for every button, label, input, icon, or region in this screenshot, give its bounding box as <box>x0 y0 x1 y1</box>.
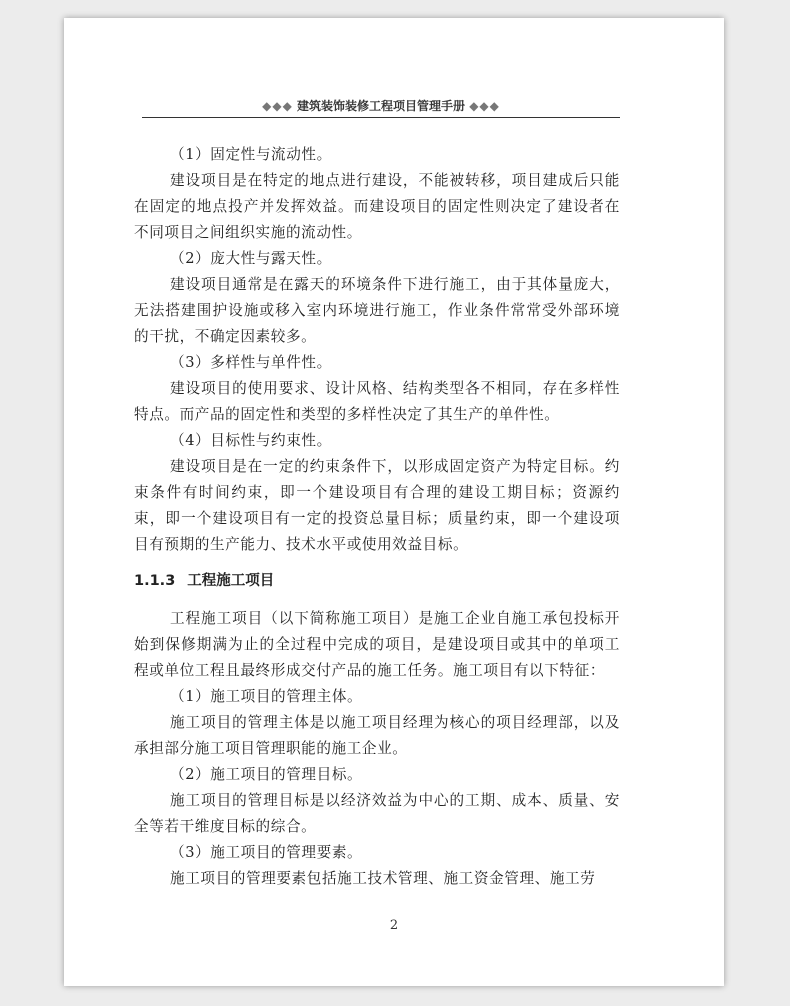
body-paragraph: 建设项目是在特定的地点进行建设，不能被转移，项目建成后只能在固定的地点投产并发挥效益。而建设项目的固定性则决定了建设者在不同项目之间组织实施的流动性。 <box>134 172 620 241</box>
list-heading: （2）庞大性与露天性。 <box>170 250 332 267</box>
body-paragraph: 工程施工项目（以下简称施工项目）是施工企业自施工承包投标开始到保修期满为止的全过程中完成的项目，是建设项目或其中的单项工程或单位工程且最终形成交付产品的施工任务。施工项目有以下特征： <box>134 610 620 679</box>
paragraph-group-a <box>134 142 620 558</box>
list-heading: （1）施工项目的管理主体。 <box>170 688 363 705</box>
body-paragraph: 施工项目的管理主体是以施工项目经理为核心的项目经理部，以及承担部分施工项目管理职能的施工企业。 <box>134 714 620 757</box>
book-page <box>64 18 724 986</box>
header-ornament-left: ◆◆◆ <box>262 99 293 113</box>
body-paragraph: 建设项目是在一定的约束条件下，以形成固定资产为特定目标。约束条件有时间约束，即一个建设项目有合理的建设工期目标；资源约束，即一个建设项目有一定的投资总量目标；质量约束，即一个建设项目有预期的生产能力、技术水平或使用效益目标。 <box>134 458 620 553</box>
body-paragraph: 施工项目的管理要素包括施工技术管理、施工资金管理、施工劳 <box>170 870 596 887</box>
body-paragraph: 建设项目通常是在露天的环境条件下进行施工，由于其体量庞大，无法搭建围护设施或移入室内环境进行施工，作业条件常常受外部环境的干扰，不确定因素较多。 <box>134 276 620 345</box>
header-ornament-right: ◆◆◆ <box>469 99 500 113</box>
list-heading: （3）施工项目的管理要素。 <box>170 844 363 861</box>
page-number: 2 <box>389 918 399 933</box>
list-heading: （1）固定性与流动性。 <box>170 146 332 163</box>
list-heading: （4）目标性与约束性。 <box>170 432 332 449</box>
header-title: 建筑装饰装修工程项目管理手册 <box>296 99 465 113</box>
body-paragraph: 施工项目的管理目标是以经济效益为中心的工期、成本、质量、安全等若干维度目标的综合。 <box>134 792 620 835</box>
list-heading: （2）施工项目的管理目标。 <box>170 766 363 783</box>
section-heading <box>134 570 620 592</box>
section-title: 工程施工项目 <box>187 573 275 589</box>
paragraph-group-b <box>134 606 620 892</box>
page-body <box>134 142 620 892</box>
header-rule <box>142 117 620 118</box>
list-heading: （3）多样性与单件性。 <box>170 354 332 371</box>
running-header <box>142 96 620 116</box>
body-paragraph: 建设项目的使用要求、设计风格、结构类型各不相同，存在多样性特点。而产品的固定性和类型的多样性决定了其生产的单件性。 <box>134 380 620 423</box>
section-number: 1.1.3 <box>134 573 176 589</box>
